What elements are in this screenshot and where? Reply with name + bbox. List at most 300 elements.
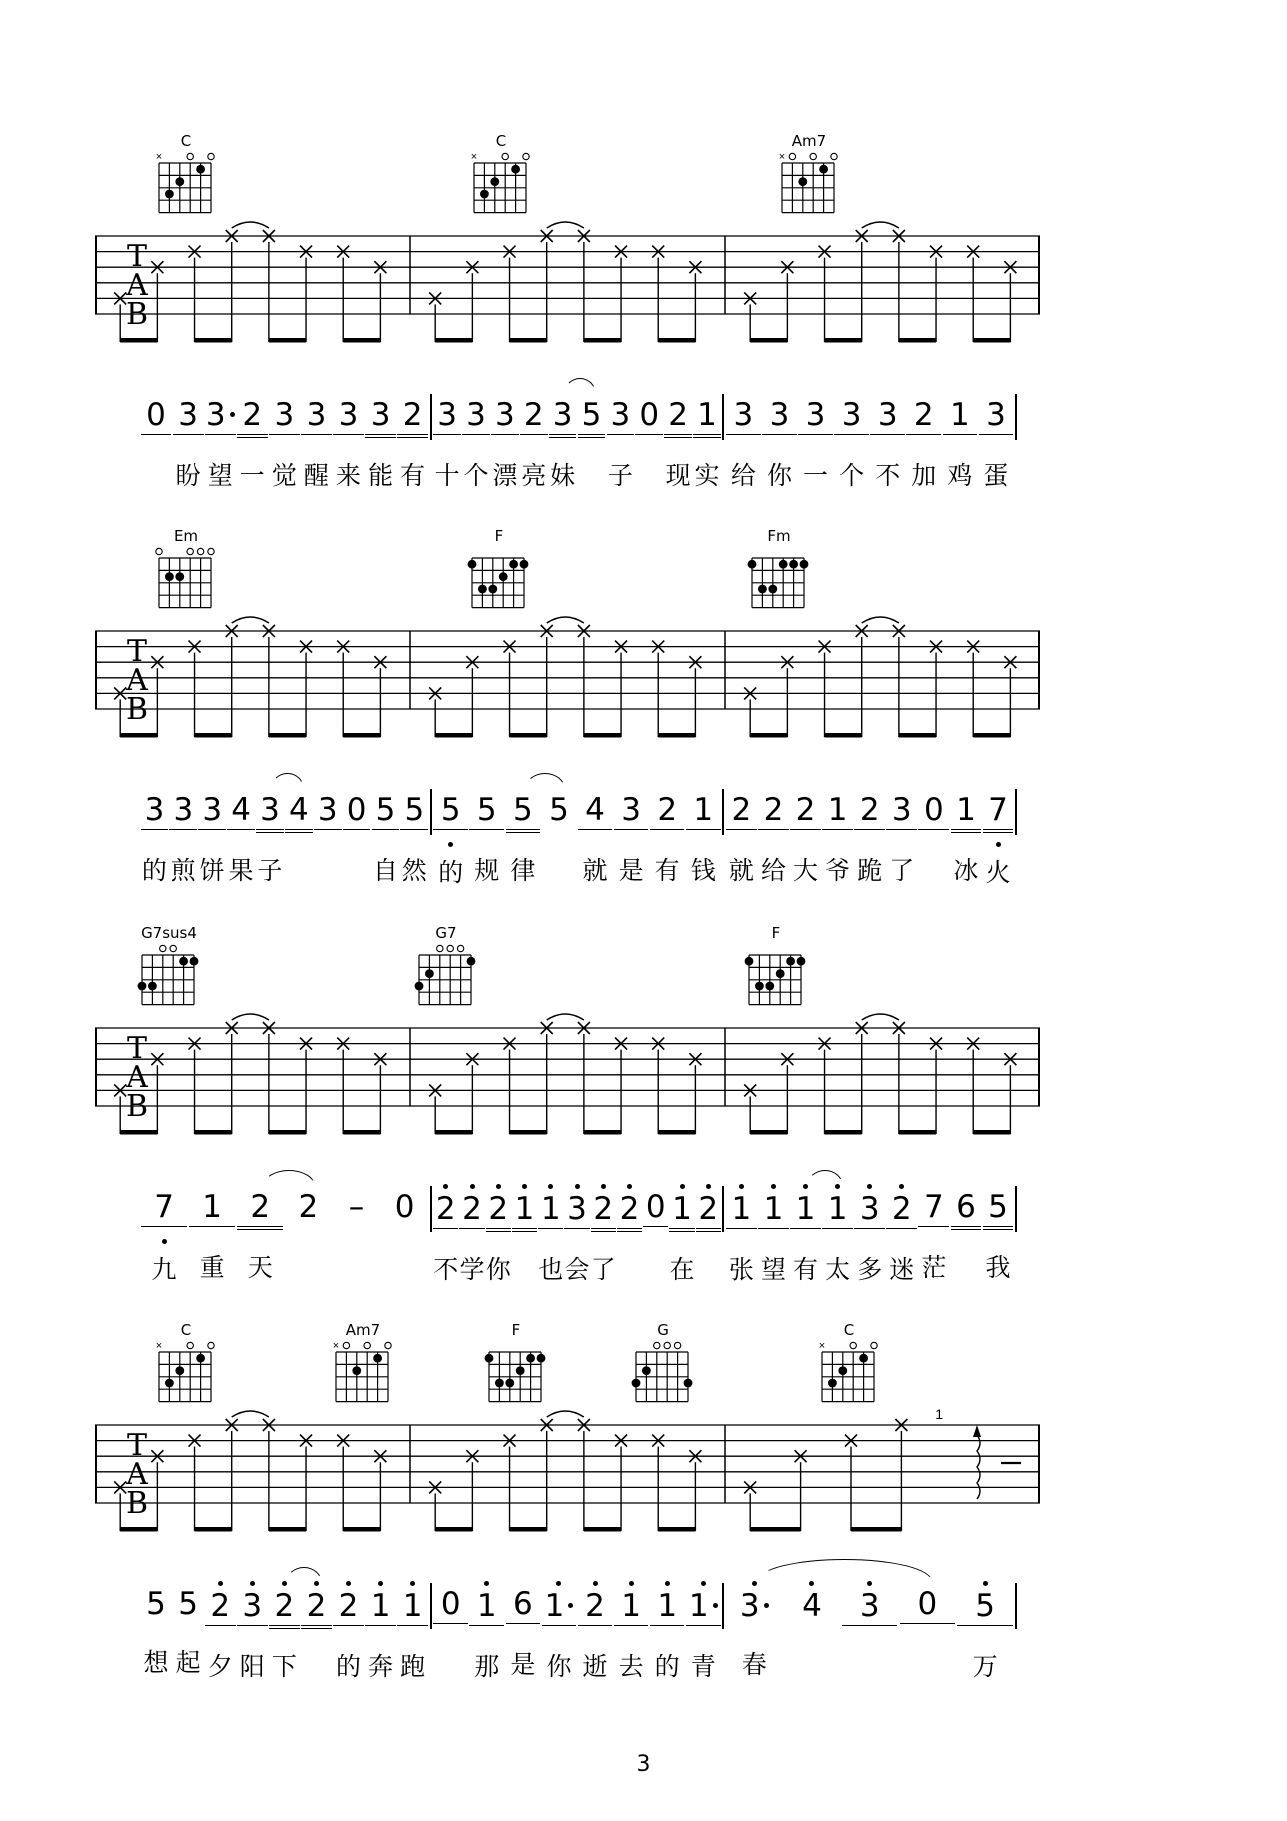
lyric-char: 的 [141,856,167,885]
note-number: 3 [178,397,198,433]
lyric-char: 跪 [857,856,883,885]
lyric-char [841,1652,899,1684]
jianpu-note [433,390,462,493]
note-number: 1 [731,1191,752,1227]
jianpu-note [172,1579,204,1684]
beam-underline [512,1231,537,1232]
note-number: 5 [988,1189,1008,1225]
chord [740,924,810,1015]
open-string-marker [187,548,193,554]
beam-underline [822,829,853,830]
note-number: 3 [567,1191,587,1227]
jianpu-note [188,1182,236,1287]
beam-underline [301,1628,332,1629]
chord-name: Am7 [791,132,827,150]
note-number: 3 [370,397,391,433]
note-number: 5 [581,397,602,433]
finger-dot [537,1354,546,1363]
lyric-char: 钱 [690,856,716,885]
chord [813,1321,883,1412]
chord [773,132,843,223]
lyric-char [140,461,172,493]
lyric-char [541,854,577,886]
beam-underline [400,829,428,830]
tab-letter-T: T [126,634,148,669]
tab-letter-B: B [125,297,149,332]
note-number: 1 [763,1191,784,1227]
note-number: 3 [466,397,486,433]
jianpu-note [490,390,519,493]
chord-row [95,924,1040,1010]
jianpu-note [854,1182,886,1287]
note-number: 1 [540,1191,561,1227]
lyric-char: 一 [239,461,265,490]
lyric-char: 重 [199,1253,225,1282]
lyric-char: 煎 [170,856,196,885]
open-string-marker [871,1342,877,1348]
chord-name: C [180,1321,192,1339]
beam-underline [333,434,364,435]
jianpu-note [643,1182,669,1287]
jianpu-note [613,785,649,890]
lyric-char: 现 [665,461,691,490]
jianpu-note [695,1182,721,1287]
lyric-char: 个 [839,461,865,490]
jianpu-note [918,785,950,890]
jianpu-note [906,390,942,493]
measure-barline [430,789,432,835]
measure-barline [722,394,724,440]
lyric-char: 的 [654,1652,680,1681]
beam-underline [469,829,504,830]
beam-underline [578,437,606,438]
jianpu-note [342,785,371,888]
lyric-char: 我 [985,1253,1011,1282]
note-number: 2 [913,397,934,433]
lyric-char: 那 [474,1652,500,1681]
chord-diagram-Am7 [773,132,843,218]
jianpu-note [300,390,332,493]
lyric-char [695,1255,721,1287]
finger-dot [165,190,174,199]
open-string-marker [208,1342,214,1348]
arpeggio-squiggle [977,1435,980,1499]
note-number: 5 [375,792,396,828]
finger-dot [499,572,508,581]
tab-staff [95,218,1040,368]
chord [327,1321,397,1412]
lyric-char: 了 [889,856,915,885]
beam-underline [512,1228,537,1229]
tab-wrap [95,1010,1040,1160]
chord-name: F [771,924,781,942]
lyric-char: 给 [760,856,786,885]
jianpu-note [886,1182,918,1287]
beam-underline [198,829,226,830]
finger-dot [859,1354,868,1363]
beam-underline [886,829,917,830]
jianpu-note [381,1182,429,1287]
lyric-char: 去 [618,1652,644,1681]
beam-underline [591,1231,616,1232]
jianpu-line [140,1182,1018,1287]
beam-underline [506,1623,541,1624]
note-number: 2 [402,397,423,433]
open-string-marker [343,1342,349,1348]
chord-name: F [511,1321,521,1339]
note-number: 0 [146,397,166,433]
open-string-marker [197,548,203,554]
beam-underline [693,437,721,438]
chord-row [95,132,1040,218]
note-number: 2 [462,1191,482,1227]
lyric-char: 九 [151,1255,177,1284]
tab-letter-T: T [126,1031,148,1066]
note-number: 2 [585,1588,605,1624]
note-number: 3 [621,792,641,828]
note-number: 5 [549,792,569,828]
lyric-char [950,1253,982,1285]
jianpu-note [950,1182,982,1287]
finger-dot [175,177,184,186]
beam-underline [486,1231,511,1232]
note-number: 1 [827,792,848,828]
beam-underline [591,1228,616,1229]
jianpu-note [725,785,757,890]
jianpu-note [511,1182,537,1287]
open-string-marker [502,153,508,159]
jianpu-measure [433,785,722,890]
beam-underline [433,1623,468,1624]
beam-underline [617,1231,642,1232]
octave-dot-above [218,1581,223,1586]
finger-dot [819,165,828,174]
beam-underline [343,829,371,830]
note-number: 3 [859,1191,880,1227]
lyric-char: 饼 [199,856,225,885]
chord-row [95,527,1040,613]
jianpu-note [236,1579,268,1684]
octave-dot-below [162,1239,167,1244]
note-number: 3 [986,397,1006,433]
chord-name: C [180,132,192,150]
octave-dot-above [629,1581,634,1586]
muted-string-marker: × [778,151,786,163]
note-number: 1 [202,1189,223,1225]
note-number: 1 [697,397,717,433]
note-number: 3 [494,397,515,433]
beam-underline [433,1228,458,1229]
beam-underline [433,829,468,830]
octave-dot-above [899,1184,904,1189]
jianpu-note [365,1579,397,1684]
note-number: 1 [956,792,976,828]
finger-dot [642,1366,651,1375]
lyric-char: 蛋 [983,461,1009,490]
tab-letter-A: A [126,663,148,698]
open-string-marker [170,945,176,951]
beam-underline [686,1625,721,1626]
jianpu-line [140,390,1018,493]
beam-underline [205,1625,236,1626]
jianpu-note [942,390,978,493]
jianpu-measure [725,1182,1014,1287]
jianpu-note [505,1579,541,1684]
lyric-char: 逝 [582,1652,608,1681]
lyric-char: 就 [728,856,754,885]
octave-dot-above [665,1581,670,1586]
note-number: 3 [769,397,790,433]
lyric-char: 天 [247,1253,273,1282]
finger-dot [175,1366,184,1375]
note-number: 0 [639,397,660,433]
chord-name: F [494,527,504,545]
beam-underline [237,1226,283,1227]
finger-dot [768,585,777,594]
lyric-char: 有 [793,1255,819,1284]
jianpu-note [371,785,400,888]
chord-name: C [843,1321,855,1339]
note-number: 2 [338,1588,359,1624]
note-number: 1 [685,1590,721,1623]
jianpu-note [284,1182,332,1287]
lyric-char: 是 [510,1650,536,1679]
jianpu-note [172,390,204,493]
octave-dot-above [627,1184,632,1189]
jianpu-note [798,390,834,493]
chord-diagram-C [150,1321,220,1407]
finger-dot [632,1379,641,1388]
jianpu-note [590,1182,616,1287]
jianpu-measure [433,1579,722,1684]
beam-underline [669,1228,694,1229]
lyric-char [577,461,606,493]
jianpu-note [978,390,1014,493]
jianpu-note [169,785,198,888]
beam-underline [617,1228,642,1229]
open-string-marker [364,1342,370,1348]
octave-dot-above [601,1184,606,1189]
tab-letter-B: B [125,692,149,727]
jianpu-note [462,390,491,493]
augmentation-dot [230,412,235,417]
note-number: 2 [250,1189,271,1225]
note-number: 3 [274,397,295,433]
jianpu-note [649,1579,685,1684]
jianpu-note [577,1579,613,1684]
beam-underline [237,434,268,435]
finger-dot [480,190,489,199]
jianpu-note [982,1182,1014,1287]
lyric-char: 的 [438,858,464,887]
finger-dot [828,1379,837,1388]
system-1 [95,132,1040,493]
finger-dot [509,560,518,569]
note-number: 3 [437,397,457,433]
jianpu-note [140,1579,172,1684]
beam-underline [549,437,577,438]
note-number: 4 [288,792,309,828]
jianpu-note [649,785,685,890]
jianpu-note [950,785,982,890]
note-number: 3 [859,1588,880,1624]
beam-underline [333,1625,364,1626]
jianpu-note [268,1579,300,1684]
finger-dot [505,1379,514,1388]
note-number: 1 [476,1588,497,1624]
note-number: 1 [541,1590,577,1623]
beam-underline [227,829,255,830]
lyric-char: 亮 [521,461,547,490]
chord-diagram-G7sus4 [133,924,203,1010]
beam-underline [459,1228,484,1229]
jianpu-note [538,1182,564,1287]
finger-dot [138,982,147,991]
lyric-char [433,1650,469,1682]
finger-dot [776,969,785,978]
jianpu-note [854,785,886,890]
beam-underline [979,434,1014,435]
beam-underline [664,434,692,435]
lyric-char: 你 [485,1255,511,1284]
octave-dot-above [867,1581,872,1586]
jianpu-note [198,785,227,888]
tab-letter-B: B [125,1089,149,1124]
measure-barline [722,1186,724,1232]
beam-underline [951,832,982,833]
beam-underline [564,1228,589,1229]
beam-underline [269,1628,300,1629]
note-number: 1 [795,1191,816,1227]
jianpu-note [577,785,613,890]
note-number: 2 [657,792,678,828]
beam-underline [726,829,757,830]
lyric-char: 不 [875,461,901,490]
note-number: 5 [178,1586,198,1622]
finger-dot [190,957,199,966]
jianpu-note [822,785,854,890]
beam-underline [870,434,905,435]
lyric-char: 了 [590,1255,616,1284]
note-number: 3 [877,397,898,433]
open-string-marker [674,1342,680,1348]
beam-underline [906,434,941,435]
lyric-char: 实 [694,461,720,490]
jianpu-measure [140,1579,429,1684]
lyric-char: 不 [433,1255,459,1284]
lyric-char: 盼 [175,461,201,490]
finger-dot [684,1379,693,1388]
jianpu-note [140,1182,188,1287]
jianpu-note [664,390,693,493]
tab-letter-A: A [126,1060,148,1095]
jianpu-note [693,390,722,493]
chord-diagram-F [463,527,533,613]
beam-underline [798,434,833,435]
octave-dot-above [680,1184,685,1189]
jianpu-note [140,785,169,888]
octave-dot-above [250,1581,255,1586]
chord [410,924,480,1015]
jianpu-measure [140,1182,429,1287]
note-number: 3 [725,1590,783,1623]
measure-barline [1015,1583,1017,1629]
beam-underline [758,1228,789,1229]
beam-underline [854,829,885,830]
lyric-char [918,856,950,888]
beam-underline [886,1228,917,1229]
lyric-char: 给 [730,461,756,490]
tab-staff [95,1407,1040,1557]
chord-name: G [657,1321,669,1339]
chord-name: G7 [435,924,457,942]
jianpu-note [332,1182,380,1287]
measure-barline [1015,394,1017,440]
note-number: 2 [698,1191,719,1227]
chord [480,1321,550,1412]
tab-letter-A: A [126,268,148,303]
note-number: 3 [552,397,573,433]
lyric-char: 能 [368,461,394,490]
beam-underline [397,437,428,438]
lyric-char: 万 [972,1652,998,1681]
beam-underline [664,437,692,438]
beam-underline [491,434,519,435]
beam-underline [693,434,721,435]
jianpu-measure [725,1579,1014,1684]
jianpu-note [606,390,635,493]
chord-name: G7sus4 [141,924,197,942]
measure-barline [430,1186,432,1232]
lyric-char: 太 [825,1255,851,1284]
octave-dot-above [282,1581,287,1586]
beam-underline [900,1623,955,1624]
note-number: 2 [210,1588,231,1624]
lyric-char: 自 [372,856,398,885]
finger-dot [511,165,520,174]
finger-dot [520,560,529,569]
jianpu-note [485,1182,511,1287]
augmentation-dot [764,1603,769,1608]
jianpu-note [834,390,870,493]
jianpu-measure [433,1182,722,1287]
finger-dot [488,585,497,594]
note-number: 3 [891,792,912,828]
jianpu-note [548,390,577,493]
finger-dot [148,982,157,991]
note-number: 5 [476,792,497,828]
lyric-char: 一 [803,461,829,490]
chord-name: Fm [767,527,791,545]
lyric-char: 的 [336,1652,362,1681]
beam-underline [686,829,721,830]
beam-underline [635,434,663,435]
jianpu-note [685,1579,721,1684]
octave-dot-above [496,1184,501,1189]
open-string-marker [187,153,193,159]
beam-underline [520,434,548,435]
finger-dot [467,957,476,966]
lyric-char: 春 [741,1650,767,1679]
lyric-char: 觉 [271,461,297,490]
note-number: 3 [242,1588,263,1624]
finger-dot [490,177,499,186]
note-number: 7 [923,1189,944,1225]
beam-underline [726,434,761,435]
lyric-char: 律 [510,856,536,885]
jianpu-note [790,785,822,890]
beam-underline [951,1226,982,1227]
